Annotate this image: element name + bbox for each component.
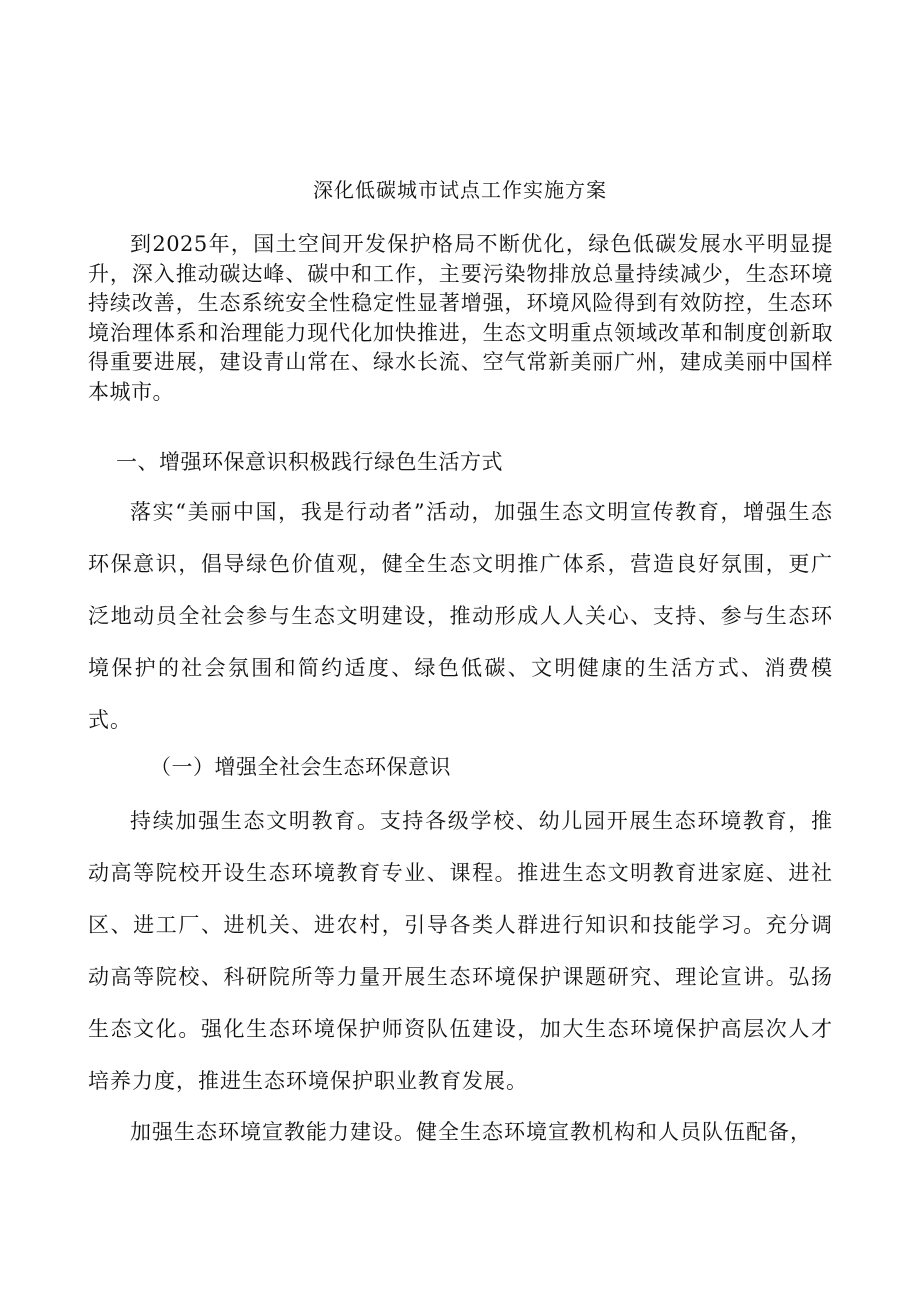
subsection-paragraph: 持续加强生态文明教育。支持各级学校、幼儿园开展生态环境教育，推动高等院校开设生态环境教育专业、课程。推进生态文明教育进家庭、进社区、进工厂、进机关、进农村，引导各类人群进行知识和技能学习。充分调动高等院校、科研院所等力量开展生态环境保护课题研究、理论宣讲。弘扬生态文化。强化生态环境保护师资队伍建设，加大生态环境保护高层次人才培养力度，推进生态环境保护职业教育发展。 — [88, 809, 833, 1093]
document-title: 深化低碳城市试点工作实施方案 — [313, 178, 607, 202]
section-heading: 一、增强环保意识积极践行绿色生活方式 — [116, 450, 503, 474]
subsection-paragraph-continued: 加强生态环境宣教能力建设。健全生态环境宣教机构和人员队伍配备， — [130, 1120, 812, 1144]
intro-paragraph: 到2025年，国土空间开发保护格局不断优化，绿色低碳发展水平明显提升，深入推动碳达峰、碳中和工作，主要污染物排放总量持续减少，生态环境持续改善，生态系统安全性稳定性显著增强，环境风险得到有效防控，生态环境治理体系和治理能力现代化加快推进，生态文明重点领域改革和制度创新取得重要进展，建设青山常在、绿水长流、空气常新美丽广州，建成美丽中国样本城市。 — [88, 232, 833, 404]
subsection-heading: （一）增强全社会生态环保意识 — [150, 755, 451, 779]
section-paragraph: 落实“美丽中国，我是行动者”活动，加强生态文明宣传教育，增强生态环保意识，倡导绿色价值观，健全生态文明推广体系，营造良好氛围，更广泛地动员全社会参与生态文明建设，推动形成人人关心、支持、参与生态环境保护的社会氛围和简约适度、绿色低碳、文明健康的生活方式、消费模式。 — [88, 500, 833, 732]
